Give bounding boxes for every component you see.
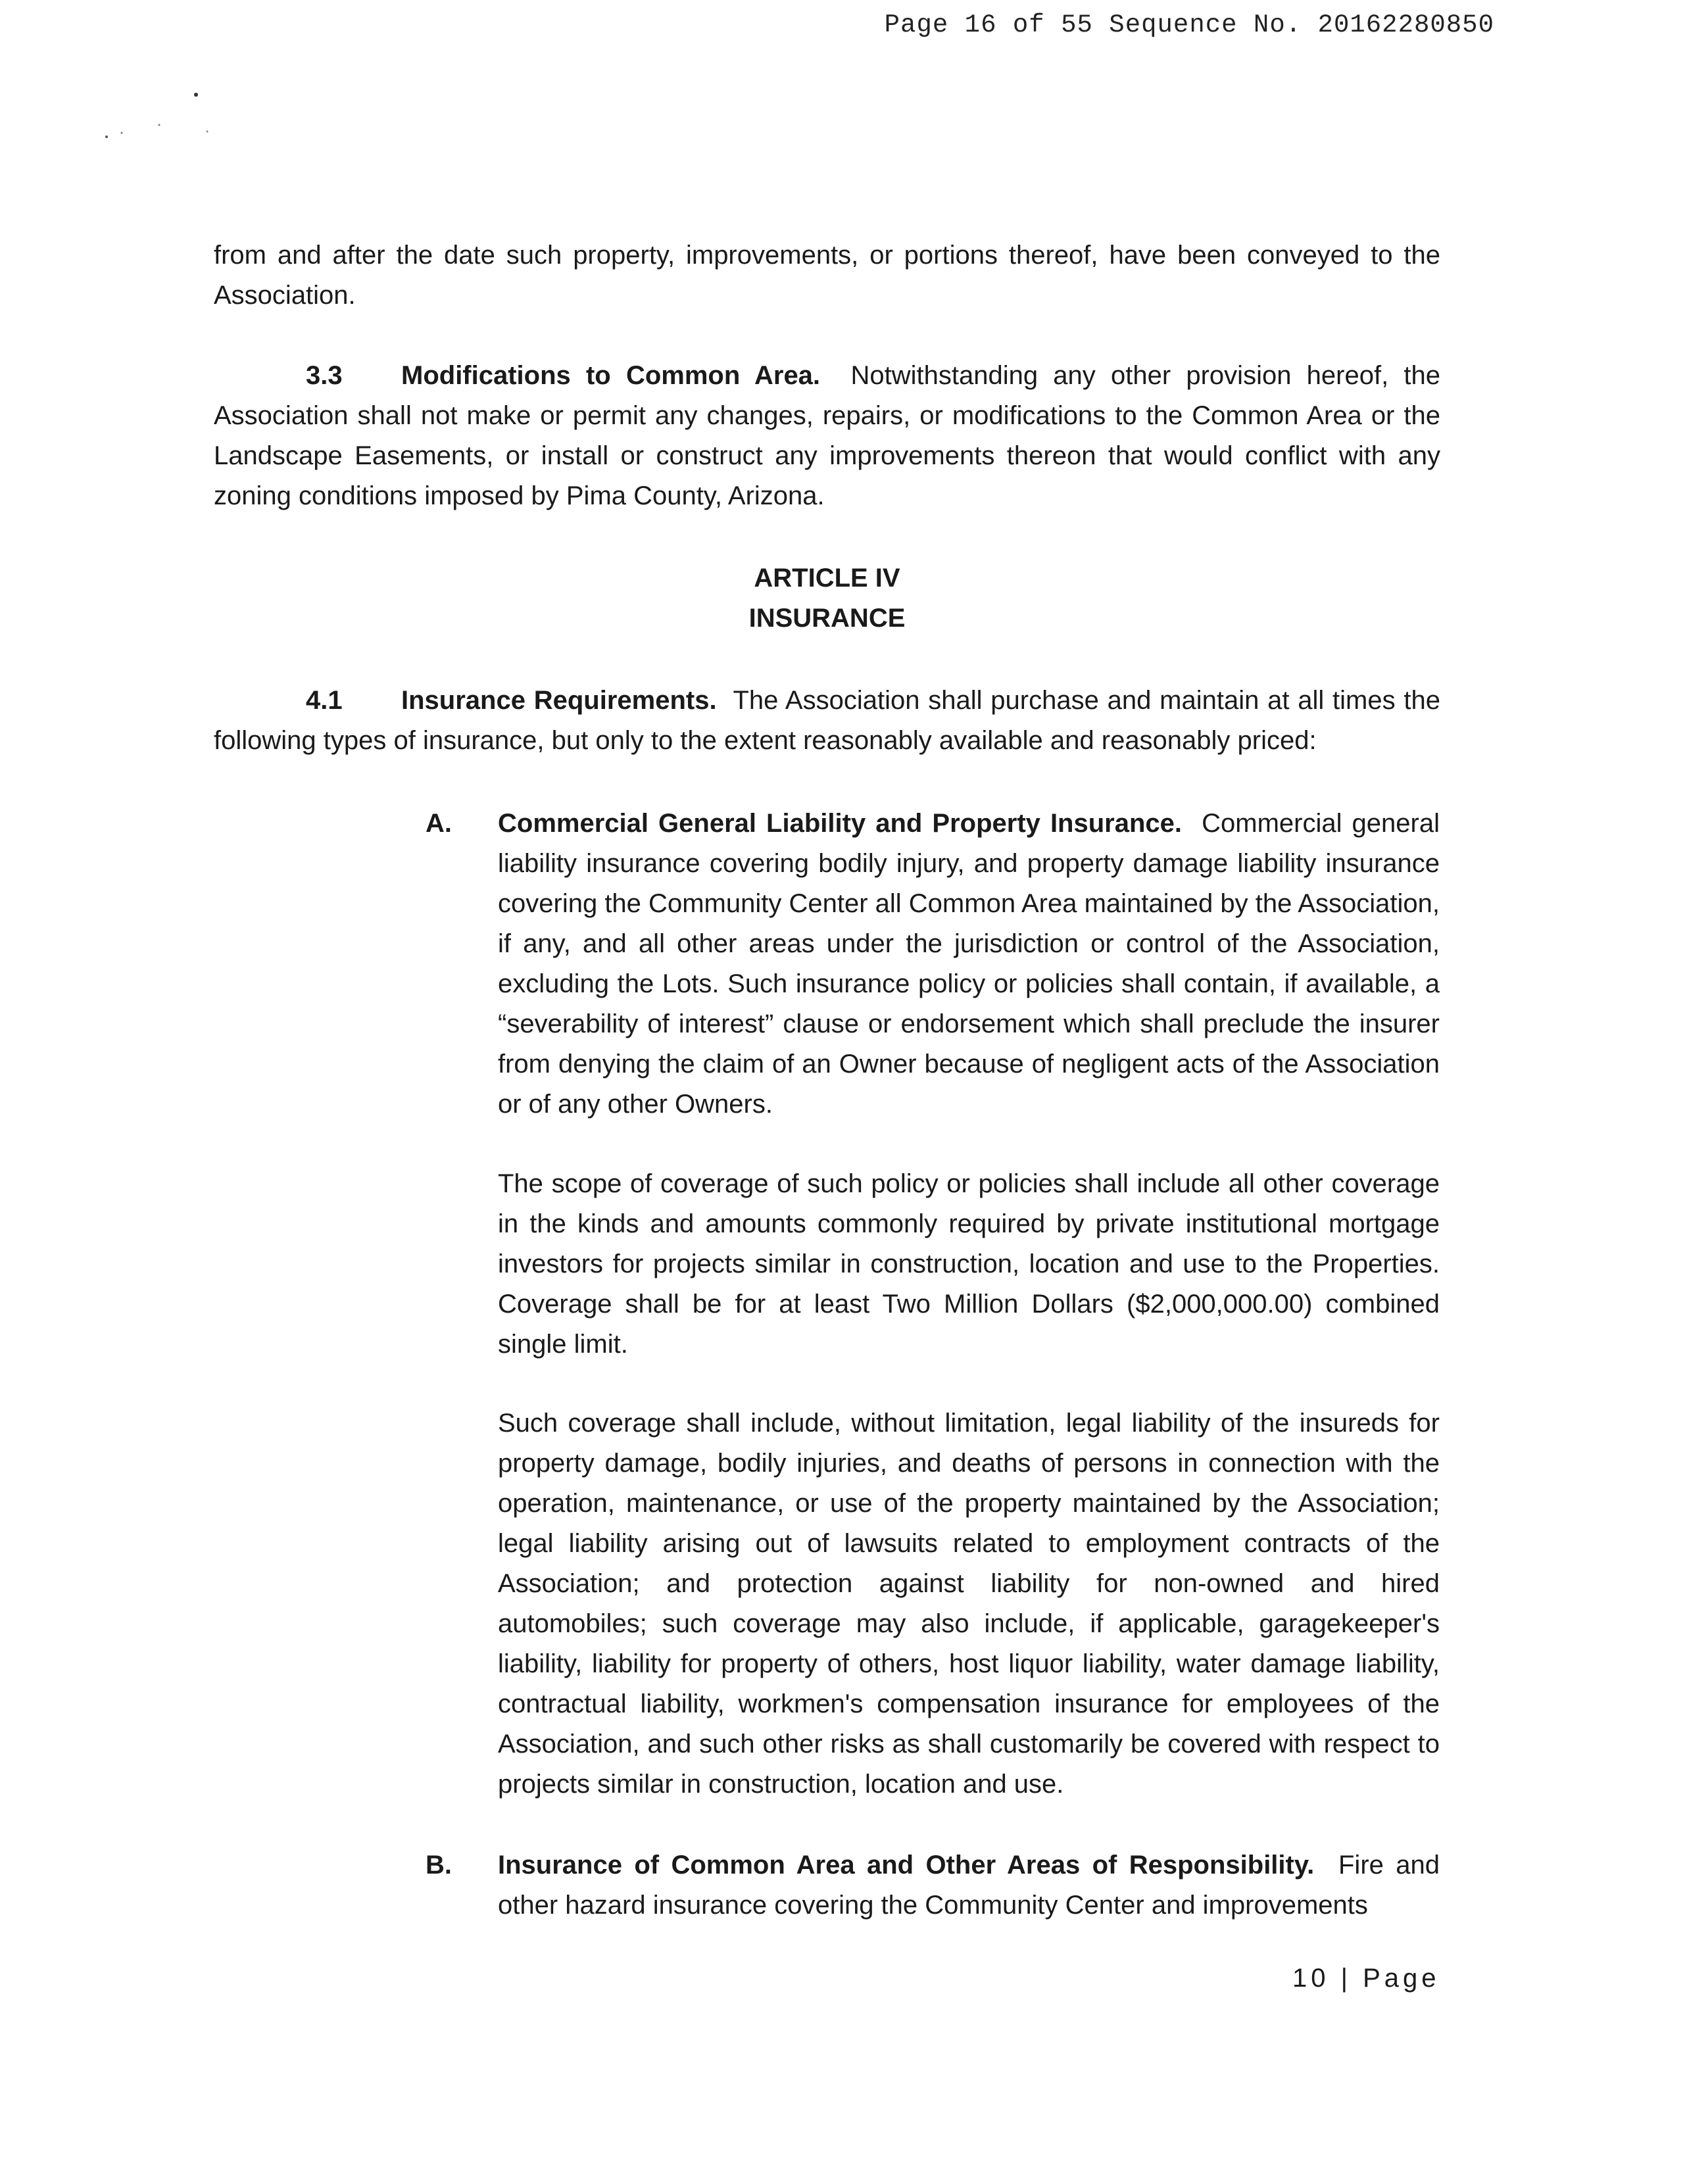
item-a-label: A. bbox=[426, 809, 452, 838]
article-title: INSURANCE bbox=[748, 604, 906, 633]
item-b-title: Insurance of Common Area and Other Areas of Responsibility. bbox=[498, 1851, 1315, 1880]
section-3-3-text: Notwithstanding any other provision hereof, the Association shall not make or permit any changes, repairs, or modifications to the Common Area or the Landscape Easements, or install or construct any improvements thereon that would conflict with any zoning conditions imposed by Pima County, Arizona. bbox=[214, 361, 1440, 510]
item-a-paragraph-2: The scope of coverage of such policy or policies shall include all other coverage in the kinds and amounts commonly required by private institutional mortgage investors for projects similar in construction, location and use to the Properties. Coverage shall be for at least Two Million Dollars ($2,000,000.00) combined single limit. bbox=[498, 1169, 1440, 1359]
section-4-1-text: The Association shall purchase and maintain at all times the following types of insurance, but only to the extent reasonably available and reasonably priced: bbox=[214, 686, 1440, 755]
scan-specks bbox=[99, 85, 217, 151]
article-heading: ARTICLE IV bbox=[754, 564, 900, 593]
section-3-3-title: Modifications to Common Area. bbox=[401, 361, 821, 390]
section-4-1-title: Insurance Requirements. bbox=[401, 686, 717, 715]
page-number-footer: 10 | Page bbox=[1292, 1964, 1440, 1993]
section-4-1 bbox=[214, 681, 1440, 761]
item-b-paragraph bbox=[498, 1845, 1440, 1926]
section-4-1-number: 4.1 bbox=[306, 686, 343, 715]
continuation-paragraph: from and after the date such property, improvements, or portions thereof, have been conveyed to the Association. bbox=[214, 241, 1440, 310]
item-a-paragraph-3: Such coverage shall include, without limitation, legal liability of the insureds for property damage, bodily injuries, and deaths of persons in connection with the operation, maintenance, or use of the property maintained by the Association; legal liability arising out of lawsuits related to employment contracts of the Association; and protection against liability for non-owned and hired automobiles; such coverage may also include, if applicable, garagekeeper's liability, liability for property of others, host liquor liability, water damage liability, contractual liability, workmen's compensation insurance for employees of the Association, and such other risks as shall customarily be covered with respect to projects similar in construction, location and use. bbox=[498, 1409, 1440, 1799]
item-a-paragraph-1 bbox=[498, 804, 1440, 1125]
section-3-3-number: 3.3 bbox=[306, 361, 343, 390]
section-3-3 bbox=[214, 356, 1440, 516]
item-a-text: Commercial general liability insurance covering bodily injury, and property damage liability insurance covering the Community Center all Common Area maintained by the Association, if any, and all other areas under the jurisdiction or control of the Association, excluding the Lots. Such insurance policy or policies shall contain, if available, a “severability of interest” clause or endorsement which shall preclude the insurer from denying the claim of an Owner because of negligent acts of the Association or of any other Owners. bbox=[498, 809, 1440, 1119]
item-b-label: B. bbox=[426, 1851, 452, 1880]
page-sequence-header: Page 16 of 55 Sequence No. 20162280850 bbox=[884, 11, 1494, 39]
item-b-text: Fire and other hazard insurance covering the Community Center and improvements bbox=[498, 1851, 1440, 1920]
item-a-title: Commercial General Liability and Property Insurance. bbox=[498, 809, 1183, 838]
